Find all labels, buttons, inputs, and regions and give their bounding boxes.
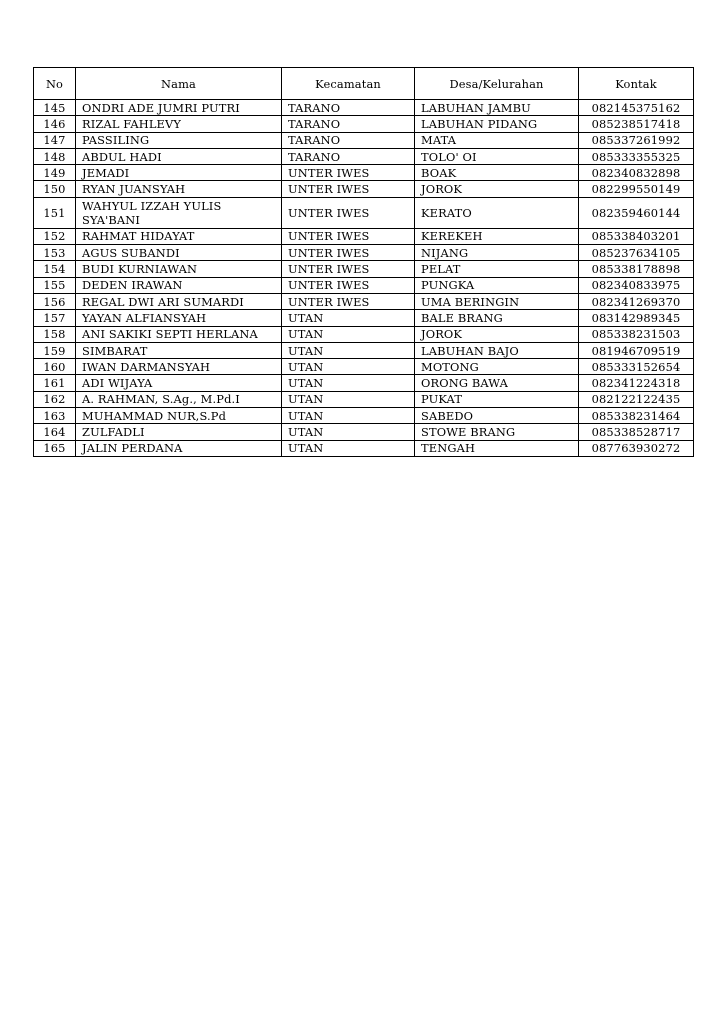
cell-no: 147 (34, 132, 76, 148)
cell-no: 158 (34, 326, 76, 342)
cell-kontak: 085338403201 (579, 228, 694, 244)
cell-kontak: 082145375162 (579, 100, 694, 116)
table-row (34, 342, 694, 358)
cell-desa: KERATO (415, 197, 579, 228)
cell-no: 154 (34, 261, 76, 277)
table-row (34, 165, 694, 181)
cell-kontak: 085338528717 (579, 424, 694, 440)
cell-kecamatan: UTAN (282, 424, 415, 440)
header-desa: Desa/Kelurahan (415, 68, 579, 100)
cell-kecamatan: TARANO (282, 148, 415, 164)
cell-kecamatan: UTAN (282, 342, 415, 358)
cell-desa: PUKAT (415, 391, 579, 407)
table-row (34, 326, 694, 342)
table-row (34, 132, 694, 148)
table-row (34, 408, 694, 424)
cell-kontak: 082122122435 (579, 391, 694, 407)
cell-nama: ANI SAKIKI SEPTI HERLANA (76, 326, 282, 342)
cell-no: 165 (34, 440, 76, 456)
cell-desa: KEREKEH (415, 228, 579, 244)
table-row (34, 375, 694, 391)
cell-desa: SABEDO (415, 408, 579, 424)
cell-kecamatan: UNTER IWES (282, 228, 415, 244)
cell-nama: ADI WIJAYA (76, 375, 282, 391)
cell-kecamatan: UNTER IWES (282, 277, 415, 293)
table-row (34, 293, 694, 309)
cell-desa: TENGAH (415, 440, 579, 456)
cell-no: 150 (34, 181, 76, 197)
cell-nama: JEMADI (76, 165, 282, 181)
table-row (34, 100, 694, 116)
cell-desa: PUNGKA (415, 277, 579, 293)
cell-nama: SIMBARAT (76, 342, 282, 358)
contact-table (33, 67, 694, 457)
cell-kontak: 082340832898 (579, 165, 694, 181)
cell-no: 161 (34, 375, 76, 391)
cell-kecamatan: UNTER IWES (282, 261, 415, 277)
cell-desa: NIJANG (415, 245, 579, 261)
document-page (33, 67, 694, 457)
table-row (34, 359, 694, 375)
cell-desa: PELAT (415, 261, 579, 277)
cell-kecamatan: TARANO (282, 116, 415, 132)
cell-kontak: 087763930272 (579, 440, 694, 456)
cell-no: 164 (34, 424, 76, 440)
cell-kecamatan: UTAN (282, 440, 415, 456)
header-nama: Nama (76, 68, 282, 100)
header-kecamatan: Kecamatan (282, 68, 415, 100)
cell-kontak: 085338231503 (579, 326, 694, 342)
cell-kontak: 082341269370 (579, 293, 694, 309)
cell-no: 159 (34, 342, 76, 358)
table-row (34, 440, 694, 456)
cell-desa: TOLO' OI (415, 148, 579, 164)
cell-kecamatan: UTAN (282, 408, 415, 424)
cell-desa: MATA (415, 132, 579, 148)
table-row (34, 310, 694, 326)
cell-nama: A. RAHMAN, S.Ag., M.Pd.I (76, 391, 282, 407)
cell-no: 163 (34, 408, 76, 424)
cell-kecamatan: UTAN (282, 359, 415, 375)
cell-no: 152 (34, 228, 76, 244)
cell-nama: RIZAL FAHLEVY (76, 116, 282, 132)
cell-kecamatan: TARANO (282, 100, 415, 116)
cell-desa: LABUHAN PIDANG (415, 116, 579, 132)
table-row (34, 424, 694, 440)
cell-desa: ORONG BAWA (415, 375, 579, 391)
cell-nama: REGAL DWI ARI SUMARDI (76, 293, 282, 309)
cell-desa: BALE BRANG (415, 310, 579, 326)
cell-desa: UMA BERINGIN (415, 293, 579, 309)
cell-no: 148 (34, 148, 76, 164)
header-kontak: Kontak (579, 68, 694, 100)
cell-kontak: 082359460144 (579, 197, 694, 228)
cell-nama: ONDRI ADE JUMRI PUTRI (76, 100, 282, 116)
cell-kecamatan: UTAN (282, 391, 415, 407)
cell-desa: MOTONG (415, 359, 579, 375)
cell-desa: LABUHAN JAMBU (415, 100, 579, 116)
cell-kecamatan: UTAN (282, 375, 415, 391)
cell-nama: RYAN JUANSYAH (76, 181, 282, 197)
cell-nama: DEDEN IRAWAN (76, 277, 282, 293)
cell-no: 156 (34, 293, 76, 309)
table-row (34, 391, 694, 407)
cell-kontak: 085238517418 (579, 116, 694, 132)
header-no: No (34, 68, 76, 100)
cell-kecamatan: UTAN (282, 326, 415, 342)
cell-nama: RAHMAT HIDAYAT (76, 228, 282, 244)
cell-kontak: 085333152654 (579, 359, 694, 375)
cell-no: 157 (34, 310, 76, 326)
table-row (34, 245, 694, 261)
cell-kontak: 085237634105 (579, 245, 694, 261)
cell-no: 155 (34, 277, 76, 293)
cell-kecamatan: UNTER IWES (282, 181, 415, 197)
cell-no: 149 (34, 165, 76, 181)
cell-kontak: 081946709519 (579, 342, 694, 358)
table-row (34, 228, 694, 244)
cell-no: 151 (34, 197, 76, 228)
cell-nama: BUDI KURNIAWAN (76, 261, 282, 277)
cell-kontak: 083142989345 (579, 310, 694, 326)
table-row (34, 261, 694, 277)
table-row (34, 181, 694, 197)
cell-nama: WAHYUL IZZAH YULIS SYA'BANI (76, 197, 282, 228)
cell-kecamatan: UNTER IWES (282, 165, 415, 181)
cell-kecamatan: UTAN (282, 310, 415, 326)
cell-nama: JALIN PERDANA (76, 440, 282, 456)
cell-nama: MUHAMMAD NUR,S.Pd (76, 408, 282, 424)
cell-no: 146 (34, 116, 76, 132)
cell-desa: STOWE BRANG (415, 424, 579, 440)
cell-kecamatan: UNTER IWES (282, 197, 415, 228)
table-row (34, 277, 694, 293)
cell-nama: AGUS SUBANDI (76, 245, 282, 261)
table-body (34, 100, 694, 457)
cell-kontak: 082340833975 (579, 277, 694, 293)
table-row (34, 197, 694, 228)
cell-desa: LABUHAN BAJO (415, 342, 579, 358)
cell-kontak: 085338178898 (579, 261, 694, 277)
cell-nama: YAYAN ALFIANSYAH (76, 310, 282, 326)
cell-desa: BOAK (415, 165, 579, 181)
cell-kontak: 085333355325 (579, 148, 694, 164)
cell-no: 162 (34, 391, 76, 407)
cell-desa: JOROK (415, 326, 579, 342)
cell-nama: IWAN DARMANSYAH (76, 359, 282, 375)
cell-nama: ABDUL HADI (76, 148, 282, 164)
cell-kontak: 082341224318 (579, 375, 694, 391)
cell-kecamatan: TARANO (282, 132, 415, 148)
cell-kecamatan: UNTER IWES (282, 245, 415, 261)
cell-no: 153 (34, 245, 76, 261)
table-header-row (34, 68, 694, 100)
cell-kontak: 082299550149 (579, 181, 694, 197)
cell-nama: PASSILING (76, 132, 282, 148)
cell-kontak: 085337261992 (579, 132, 694, 148)
cell-desa: JOROK (415, 181, 579, 197)
table-row (34, 148, 694, 164)
cell-no: 145 (34, 100, 76, 116)
cell-kecamatan: UNTER IWES (282, 293, 415, 309)
cell-kontak: 085338231464 (579, 408, 694, 424)
cell-nama: ZULFADLI (76, 424, 282, 440)
cell-no: 160 (34, 359, 76, 375)
table-row (34, 116, 694, 132)
